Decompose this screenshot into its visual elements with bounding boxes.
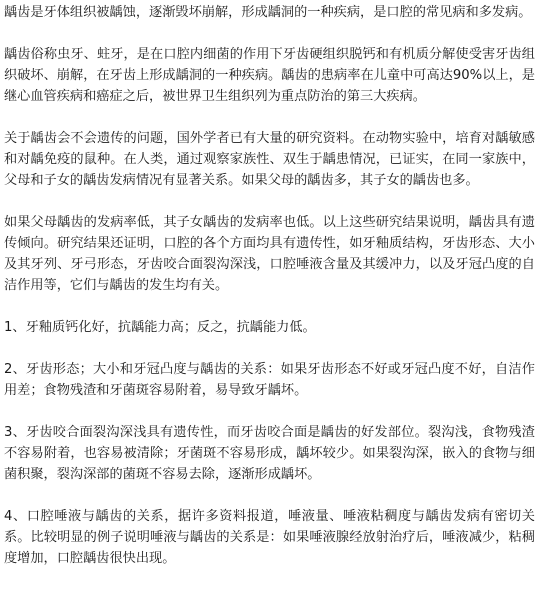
list-item-fissures: 3、牙齿咬合面裂沟深浅具有遗传性，而牙齿咬合面是龋齿的好发部位。裂沟浅，食物残渣不容易附着，也容易被清除；牙菌斑不容易形成，龋坏较少。如果裂沟深，嵌入的食物与细菌积聚，裂沟深部的菌斑不容易去除，逐渐形成龋坏。 [4,425,535,482]
list-item-tooth-shape: 2、牙齿形态；大小和牙冠凸度与龋齿的关系：如果牙齿形态不好或牙冠凸度不好，自洁作用差；食物残渣和牙菌斑容易附着，易导致牙龋坏。 [4,362,535,398]
list-item-saliva: 4、口腔唾液与龋齿的关系，据许多资料报道，唾液量、唾液粘稠度与龋齿发病有密切关系。比较明显的例子说明唾液与龋齿的关系是：如果唾液腺经放射治疗后，唾液减少，粘稠度增加，口腔龋齿很快出现。 [4,509,535,566]
definition-paragraph: 龋齿俗称虫牙、蛀牙，是在口腔内细菌的作用下牙齿硬组织脱钙和有机质分解使受害牙齿组织破坏、崩解，在牙齿上形成龋洞的一种疾病。龋齿的患病率在儿童中可高达90%以上，是继心血管疾病和癌症之后，被世界卫生组织列为重点防治的第三大疾病。 [4,47,535,104]
heredity-research-paragraph: 关于龋齿会不会遗传的问题，国外学者已有大量的研究资料。在动物实验中，培育对龋敏感和对龋免疫的鼠种。在人类，通过观察家族性、双生于龋患情况，已证实，在同一家族中，父母和子女的龋齿发病情况有显著关系。如果父母的龋齿多，其子女的龋齿也多。 [4,131,535,188]
intro-paragraph: 龋齿是牙体组织被龋蚀，逐渐毁坏崩解，形成龋洞的一种疾病，是口腔的常见病和多发病。 [4,5,532,20]
heredity-conclusion-paragraph: 如果父母龋齿的发病率低，其子女龋齿的发病率也低。以上这些研究结果说明，龋齿具有遗传倾向。研究结果还证明，口腔的各个方面均具有遗传性，如牙釉质结构，牙齿形态、大小及其牙列、牙弓形态，牙齿咬合面裂沟深浅，口腔唾液含量及其缓冲力，以及牙冠凸度的自洁作用等，它们与龋齿的发生均有关。 [4,215,535,293]
list-item-enamel: 1、牙釉质钙化好，抗龋能力高；反之，抗龋能力低。 [4,320,316,335]
